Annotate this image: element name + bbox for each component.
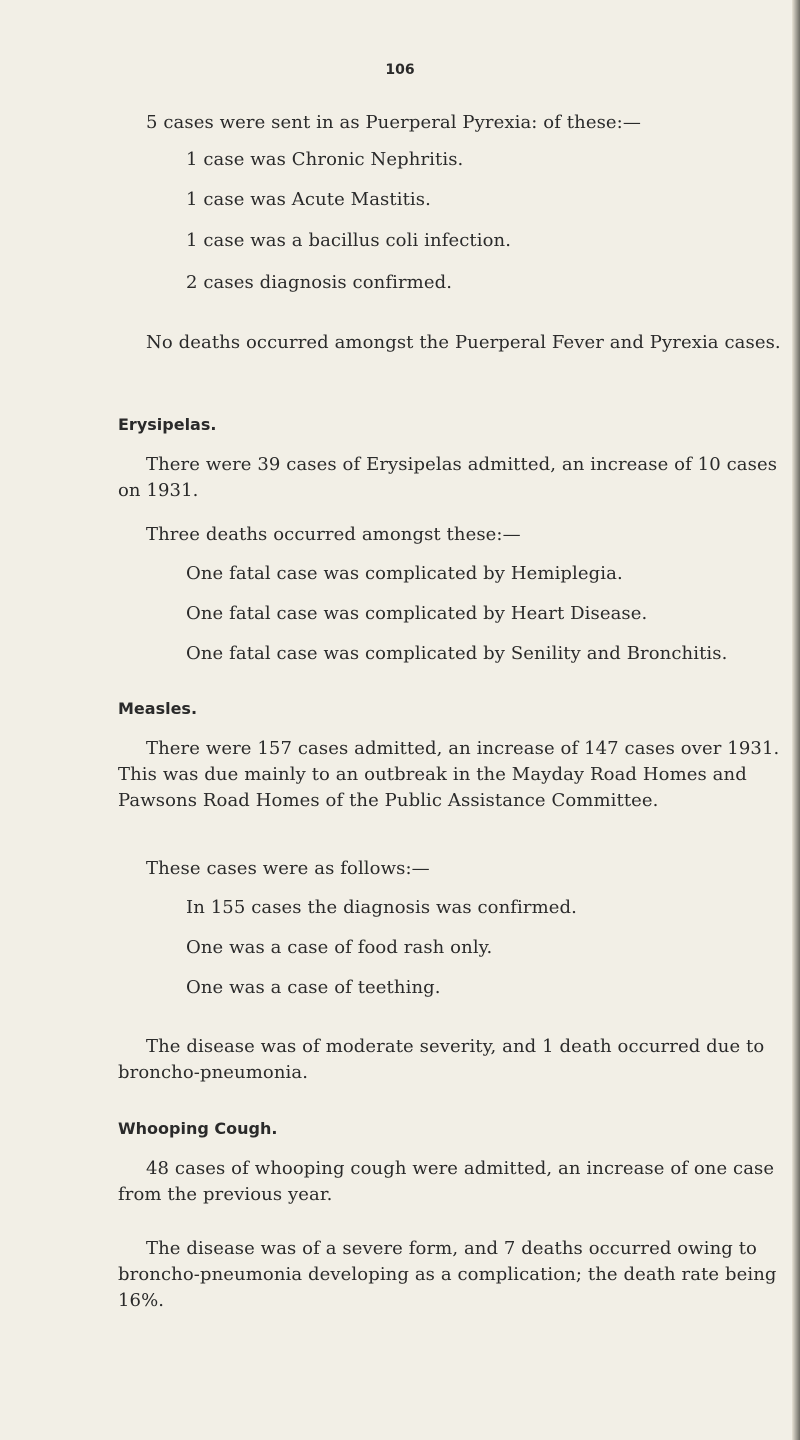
measles-item-1: In 155 cases the diagnosis was confirmed.	[186, 897, 577, 918]
measles-paragraph-1: There were 157 cases admitted, an increase of 147 cases over 1931. This was due mainly to an outbreak in the Mayday Road Homes and Pawsons Road Homes of the Public Assistance Committee.	[118, 738, 780, 811]
puerperal-item-2: 1 case was Acute Mastitis.	[186, 189, 431, 210]
section-heading-whooping-cough: Whooping Cough.	[118, 1119, 278, 1138]
whooping-cough-paragraph-2: The disease was of a severe form, and 7 deaths occurred owing to broncho-pneumonia developing as a complication; the death rate being 16%.	[118, 1238, 777, 1311]
erysipelas-item-1: One fatal case was complicated by Hemiplegia.	[186, 563, 623, 584]
erysipelas-paragraph: There were 39 cases of Erysipelas admitted, an increase of 10 cases on 1931.	[118, 454, 778, 501]
measles-item-3: One was a case of teething.	[186, 977, 441, 998]
puerperal-item-1: 1 case was Chronic Nephritis.	[186, 149, 464, 170]
puerperal-item-4: 2 cases diagnosis confirmed.	[186, 272, 453, 293]
puerperal-intro: 5 cases were sent in as Puerperal Pyrexia: of these:—	[146, 112, 641, 133]
whooping-cough-paragraph-1: 48 cases of whooping cough were admitted, an increase of one case from the previous year.	[118, 1158, 775, 1205]
erysipelas-item-2: One fatal case was complicated by Heart Disease.	[186, 603, 648, 624]
puerperal-deaths-note: No deaths occurred amongst the Puerperal Fever and Pyrexia cases.	[146, 332, 781, 353]
page-edge	[792, 0, 800, 1440]
measles-paragraph-2: The disease was of moderate severity, and 1 death occurred due to broncho-pneumonia.	[118, 1036, 765, 1083]
puerperal-item-3: 1 case was a bacillus coli infection.	[186, 230, 512, 251]
section-heading-erysipelas: Erysipelas.	[118, 415, 217, 434]
section-heading-measles: Measles.	[118, 699, 198, 718]
erysipelas-deaths-intro: Three deaths occurred amongst these:—	[146, 524, 521, 545]
page-number: 106	[385, 62, 415, 78]
measles-item-2: One was a case of food rash only.	[186, 937, 493, 958]
erysipelas-item-3: One fatal case was complicated by Senility and Bronchitis.	[186, 643, 728, 664]
measles-follows: These cases were as follows:—	[146, 858, 430, 879]
